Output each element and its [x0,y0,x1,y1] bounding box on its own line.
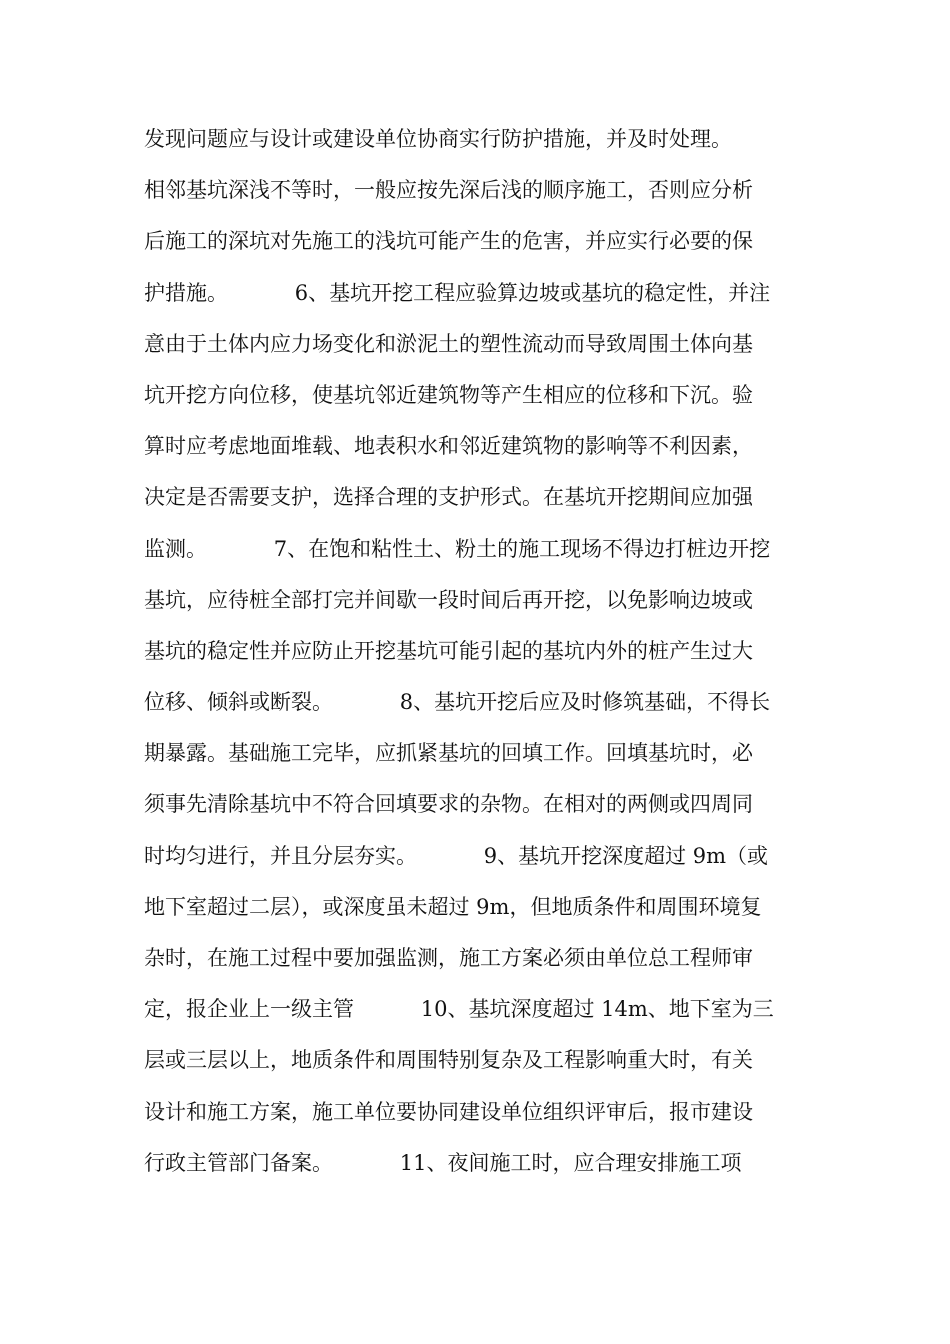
text-line: 定，报企业上一级主管 10、基坑深度超过 14m、地下室为三 [144,997,774,1022]
text-line: 相邻基坑深浅不等时，一般应按先深后浅的顺序施工，否则应分析 [144,178,753,203]
text-line: 意由于土体内应力场变化和淤泥土的塑性流动而导致周围土体向基 [144,331,753,356]
text-line: 设计和施工方案，施工单位要协同建设单位组织评审后，报市建设 [144,1099,753,1124]
text-line: 杂时，在施工过程中要加强监测，施工方案必须由单位总工程师审 [144,946,753,970]
text-line: 决定是否需要支护，选择合理的支护形式。在基坑开挖期间应加强 [144,485,753,510]
text-line: 护措施。 6、基坑开挖工程应验算边坡或基坑的稳定性，并注 [144,280,771,305]
text-line: 发现问题应与设计或建设单位协商实行防护措施，并及时处理。 [144,127,732,151]
text-line: 算时应考虑地面堆载、地表积水和邻近建筑物的影响等不利因素， [144,434,753,459]
text-line: 基坑的稳定性并应防止开挖基坑可能引起的基坑内外的桩产生过大 [144,638,753,663]
text-line: 行政主管部门备案。 11、夜间施工时，应合理安排施工项 [144,1150,742,1175]
body-text [144,117,824,1192]
text-line: 监测。 7、在饱和粘性土、粉土的施工现场不得边打桩边开挖 [144,536,771,561]
text-line: 时均匀进行，并且分层夯实。 9、基坑开挖深度超过 9m（或 [144,843,769,868]
text-line: 层或三层以上，地质条件和周围特别复杂及工程影响重大时，有关 [144,1048,753,1073]
text-line: 期暴露。基础施工完毕，应抓紧基坑的回填工作。回填基坑时，必 [144,741,753,766]
text-line: 基坑，应待桩全部打完并间歇一段时间后再开挖，以免影响边坡或 [144,587,753,612]
text-line: 坑开挖方向位移，使基坑邻近建筑物等产生相应的位移和下沉。验 [144,382,753,407]
text-line: 须事先清除基坑中不符合回填要求的杂物。在相对的两侧或四周同 [144,792,753,817]
text-line: 地下室超过二层），或深度虽未超过 9m，但地质条件和周围环境复 [144,894,762,919]
text-line: 位移、倾斜或断裂。 8、基坑开挖后应及时修筑基础，不得长 [144,690,771,715]
text-line: 后施工的深坑对先施工的浅坑可能产生的危害，并应实行必要的保 [144,229,753,254]
